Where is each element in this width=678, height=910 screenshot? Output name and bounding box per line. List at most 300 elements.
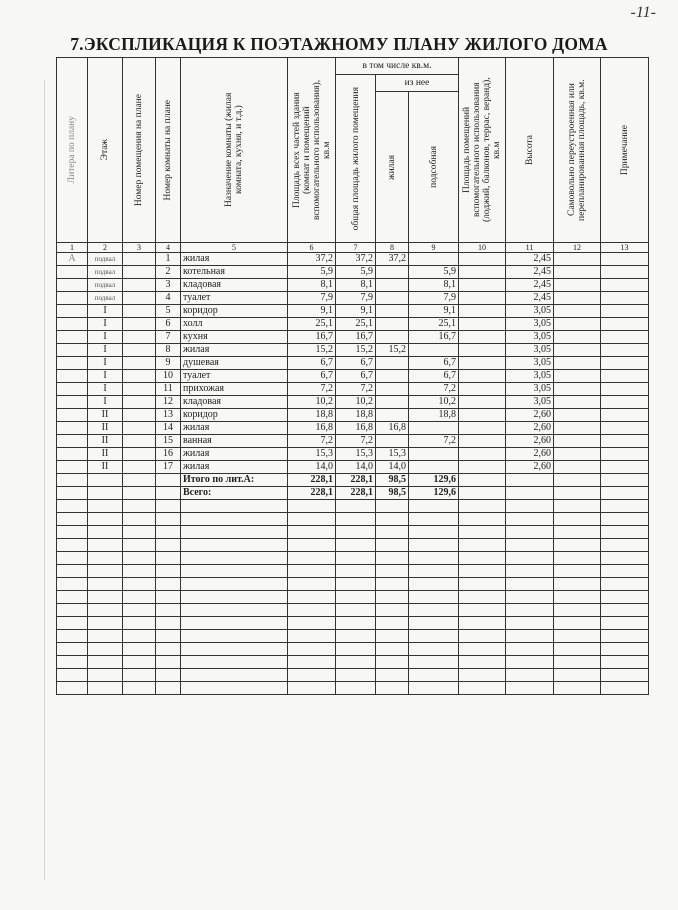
empty-cell: [376, 591, 409, 604]
empty-cell: [88, 539, 123, 552]
table-row: [57, 357, 649, 370]
cell-col-1: [57, 357, 88, 370]
cell-col-12: [554, 422, 601, 435]
header-unauthorized-area: Самовольно переустроенная или перепланированная площадь, кв.м.: [554, 58, 601, 243]
empty-cell: [57, 552, 88, 565]
cell-col-4: 15: [156, 435, 181, 448]
empty-cell: [376, 578, 409, 591]
table-row: [57, 253, 649, 266]
empty-cell: [554, 617, 601, 630]
cell-col-11: 2,60: [506, 461, 554, 474]
empty-cell: [459, 591, 506, 604]
cell-col-7: 10,2: [336, 396, 376, 409]
empty-cell: [123, 617, 156, 630]
cell-col-13: [601, 357, 649, 370]
cell-col-6: 18,8: [288, 409, 336, 422]
empty-cell: [601, 500, 649, 513]
cell-col-3: [123, 279, 156, 292]
cell-col-9: 25,1: [409, 318, 459, 331]
cell-col-4: 17: [156, 461, 181, 474]
cell-col-3: [123, 253, 156, 266]
empty-cell: [409, 656, 459, 669]
empty-row: [57, 552, 649, 565]
cell-col-4: 12: [156, 396, 181, 409]
cell-col-11: 2,60: [506, 448, 554, 461]
cell-col-2: подвал: [88, 292, 123, 305]
empty-cell: [554, 526, 601, 539]
empty-cell: [601, 682, 649, 695]
empty-cell: [601, 669, 649, 682]
cell-col-10: [459, 448, 506, 461]
cell-col-12: [554, 487, 601, 500]
empty-cell: [376, 526, 409, 539]
empty-cell: [409, 604, 459, 617]
header-height: Высота: [506, 58, 554, 243]
document-title: 7.ЭКСПЛИКАЦИЯ К ПОЭТАЖНОМУ ПЛАНУ ЖИЛОГО ДОМА: [70, 34, 608, 54]
empty-cell: [506, 630, 554, 643]
empty-cell: [288, 682, 336, 695]
cell-col-11: 2,60: [506, 409, 554, 422]
empty-cell: [554, 539, 601, 552]
cell-col-7: 16,8: [336, 422, 376, 435]
cell-col-2: I: [88, 383, 123, 396]
empty-cell: [288, 617, 336, 630]
empty-cell: [459, 604, 506, 617]
cell-col-5: жилая: [181, 253, 288, 266]
cell-col-10: [459, 383, 506, 396]
cell-col-10: [459, 487, 506, 500]
empty-cell: [459, 526, 506, 539]
cell-col-1: [57, 461, 88, 474]
empty-cell: [506, 539, 554, 552]
empty-cell: [88, 617, 123, 630]
empty-cell: [459, 539, 506, 552]
cell-col-3: [123, 422, 156, 435]
empty-cell: [336, 591, 376, 604]
empty-cell: [459, 656, 506, 669]
empty-cell: [554, 578, 601, 591]
empty-cell: [57, 526, 88, 539]
empty-cell: [336, 682, 376, 695]
empty-cell: [123, 656, 156, 669]
cell-col-3: [123, 357, 156, 370]
cell-col-5: кухня: [181, 331, 288, 344]
empty-cell: [123, 643, 156, 656]
empty-cell: [506, 565, 554, 578]
cell-col-8: [376, 370, 409, 383]
cell-col-2: [88, 474, 123, 487]
empty-cell: [601, 565, 649, 578]
empty-cell: [88, 513, 123, 526]
empty-cell: [459, 552, 506, 565]
cell-col-5: коридор: [181, 305, 288, 318]
empty-cell: [156, 565, 181, 578]
empty-cell: [57, 604, 88, 617]
cell-col-6: 7,2: [288, 383, 336, 396]
empty-cell: [57, 656, 88, 669]
empty-cell: [601, 513, 649, 526]
empty-cell: [459, 682, 506, 695]
cell-col-1: [57, 487, 88, 500]
table-row: [57, 422, 649, 435]
empty-cell: [459, 578, 506, 591]
table-row: [57, 266, 649, 279]
cell-col-7: 7,2: [336, 383, 376, 396]
empty-cell: [409, 500, 459, 513]
header-utility: подсобная: [409, 92, 459, 243]
empty-cell: [376, 500, 409, 513]
header-note: Примечание: [601, 58, 649, 243]
empty-cell: [181, 669, 288, 682]
empty-cell: [409, 539, 459, 552]
empty-cell: [506, 617, 554, 630]
cell-col-6: 6,7: [288, 357, 336, 370]
cell-col-12: [554, 461, 601, 474]
empty-cell: [288, 630, 336, 643]
cell-col-4: 7: [156, 331, 181, 344]
cell-col-13: [601, 331, 649, 344]
cell-col-1: [57, 474, 88, 487]
empty-cell: [288, 578, 336, 591]
cell-col-7: 37,2: [336, 253, 376, 266]
cell-col-7: 14,0: [336, 461, 376, 474]
cell-col-10: [459, 422, 506, 435]
cell-col-3: [123, 409, 156, 422]
cell-col-12: [554, 396, 601, 409]
cell-col-3: [123, 383, 156, 396]
cell-col-13: [601, 279, 649, 292]
cell-col-2: II: [88, 448, 123, 461]
cell-col-6: 16,7: [288, 331, 336, 344]
cell-col-10: [459, 370, 506, 383]
cell-col-11: [506, 487, 554, 500]
cell-col-7: 6,7: [336, 357, 376, 370]
cell-col-10: [459, 318, 506, 331]
empty-cell: [554, 656, 601, 669]
cell-col-2: II: [88, 435, 123, 448]
cell-col-1: [57, 344, 88, 357]
empty-cell: [123, 578, 156, 591]
column-number: 10: [459, 243, 506, 253]
header-floor: Этаж: [88, 58, 123, 243]
cell-col-3: [123, 370, 156, 383]
cell-col-8: 98,5: [376, 474, 409, 487]
empty-cell: [601, 552, 649, 565]
empty-cell: [376, 539, 409, 552]
empty-cell: [181, 539, 288, 552]
cell-col-7: 18,8: [336, 409, 376, 422]
cell-col-2: I: [88, 396, 123, 409]
empty-cell: [123, 539, 156, 552]
cell-col-1: [57, 409, 88, 422]
cell-col-11: 3,05: [506, 344, 554, 357]
cell-col-7: 9,1: [336, 305, 376, 318]
table-row: [57, 448, 649, 461]
cell-col-8: [376, 435, 409, 448]
cell-col-10: [459, 474, 506, 487]
empty-cell: [336, 656, 376, 669]
cell-col-2: I: [88, 305, 123, 318]
cell-col-2: II: [88, 422, 123, 435]
empty-cell: [181, 630, 288, 643]
empty-cell: [601, 578, 649, 591]
cell-col-10: [459, 435, 506, 448]
cell-col-8: 37,2: [376, 253, 409, 266]
empty-cell: [554, 513, 601, 526]
header-liter: Литера по плану: [57, 58, 88, 243]
empty-cell: [409, 643, 459, 656]
header-room-number: Номер комнаты на плане: [156, 58, 181, 243]
cell-col-12: [554, 279, 601, 292]
table-row: [57, 396, 649, 409]
empty-cell: [123, 604, 156, 617]
cell-col-6: 16,8: [288, 422, 336, 435]
empty-cell: [88, 500, 123, 513]
cell-col-9: 9,1: [409, 305, 459, 318]
cell-col-4: 6: [156, 318, 181, 331]
cell-col-12: [554, 292, 601, 305]
cell-col-10: [459, 253, 506, 266]
empty-cell: [554, 552, 601, 565]
cell-col-1: [57, 370, 88, 383]
empty-cell: [88, 656, 123, 669]
cell-col-3: [123, 435, 156, 448]
cell-col-13: [601, 266, 649, 279]
cell-col-2: подвал: [88, 266, 123, 279]
cell-col-5: жилая: [181, 422, 288, 435]
empty-cell: [336, 617, 376, 630]
cell-col-2: II: [88, 461, 123, 474]
table-row: [57, 344, 649, 357]
column-number: 13: [601, 243, 649, 253]
cell-col-9: [409, 344, 459, 357]
cell-col-7: 228,1: [336, 474, 376, 487]
column-number: 7: [336, 243, 376, 253]
cell-col-8: 16,8: [376, 422, 409, 435]
cell-col-9: [409, 448, 459, 461]
empty-cell: [123, 513, 156, 526]
cell-col-8: [376, 292, 409, 305]
cell-col-11: 2,45: [506, 266, 554, 279]
empty-cell: [554, 591, 601, 604]
empty-cell: [459, 513, 506, 526]
column-number-row: [57, 243, 649, 253]
empty-cell: [376, 513, 409, 526]
cell-col-7: 5,9: [336, 266, 376, 279]
empty-cell: [288, 552, 336, 565]
column-number: 6: [288, 243, 336, 253]
cell-col-6: 6,7: [288, 370, 336, 383]
empty-cell: [601, 539, 649, 552]
cell-col-13: [601, 253, 649, 266]
cell-col-12: [554, 253, 601, 266]
empty-cell: [376, 552, 409, 565]
cell-col-11: 2,45: [506, 279, 554, 292]
empty-cell: [123, 669, 156, 682]
empty-cell: [601, 643, 649, 656]
empty-row: [57, 526, 649, 539]
cell-col-5: прихожая: [181, 383, 288, 396]
cell-col-5: душевая: [181, 357, 288, 370]
cell-col-11: 3,05: [506, 318, 554, 331]
empty-cell: [57, 682, 88, 695]
cell-col-6: 37,2: [288, 253, 336, 266]
cell-col-7: 15,3: [336, 448, 376, 461]
column-number: 12: [554, 243, 601, 253]
empty-cell: [288, 591, 336, 604]
cell-col-6: 10,2: [288, 396, 336, 409]
empty-cell: [57, 643, 88, 656]
empty-cell: [57, 500, 88, 513]
empty-cell: [57, 591, 88, 604]
empty-cell: [156, 591, 181, 604]
empty-cell: [601, 630, 649, 643]
empty-cell: [181, 643, 288, 656]
cell-col-8: [376, 318, 409, 331]
empty-cell: [88, 682, 123, 695]
cell-col-2: I: [88, 318, 123, 331]
empty-cell: [459, 500, 506, 513]
cell-col-2: I: [88, 344, 123, 357]
cell-col-4: [156, 487, 181, 500]
empty-cell: [57, 539, 88, 552]
table-row: [57, 279, 649, 292]
cell-col-9: 6,7: [409, 370, 459, 383]
cell-col-13: [601, 422, 649, 435]
cell-col-13: [601, 344, 649, 357]
cell-col-5: жилая: [181, 344, 288, 357]
empty-cell: [459, 643, 506, 656]
cell-col-13: [601, 370, 649, 383]
cell-col-11: 3,05: [506, 331, 554, 344]
empty-cell: [156, 578, 181, 591]
cell-col-13: [601, 396, 649, 409]
cell-col-11: 3,05: [506, 383, 554, 396]
empty-cell: [506, 604, 554, 617]
empty-cell: [506, 656, 554, 669]
cell-col-13: [601, 487, 649, 500]
cell-col-8: [376, 357, 409, 370]
cell-col-3: [123, 292, 156, 305]
cell-col-11: [506, 474, 554, 487]
empty-cell: [376, 617, 409, 630]
column-number: 1: [57, 243, 88, 253]
cell-col-7: 6,7: [336, 370, 376, 383]
cell-col-12: [554, 448, 601, 461]
empty-cell: [288, 500, 336, 513]
empty-cell: [88, 643, 123, 656]
table-row: [57, 331, 649, 344]
empty-cell: [181, 656, 288, 669]
empty-cell: [156, 656, 181, 669]
empty-cell: [57, 617, 88, 630]
cell-col-9: 18,8: [409, 409, 459, 422]
cell-col-2: I: [88, 370, 123, 383]
cell-col-10: [459, 266, 506, 279]
empty-cell: [459, 565, 506, 578]
cell-col-3: [123, 318, 156, 331]
cell-col-4: 1: [156, 253, 181, 266]
cell-col-7: 7,9: [336, 292, 376, 305]
empty-cell: [459, 630, 506, 643]
cell-col-8: [376, 409, 409, 422]
table-row: [57, 461, 649, 474]
cell-col-10: [459, 331, 506, 344]
cell-col-4: 10: [156, 370, 181, 383]
empty-cell: [409, 630, 459, 643]
empty-cell: [123, 591, 156, 604]
cell-col-8: 98,5: [376, 487, 409, 500]
empty-cell: [336, 526, 376, 539]
cell-col-8: 15,2: [376, 344, 409, 357]
cell-col-11: 2,60: [506, 422, 554, 435]
total-row: [57, 487, 649, 500]
empty-cell: [409, 591, 459, 604]
cell-col-6: 5,9: [288, 266, 336, 279]
cell-col-5: жилая: [181, 448, 288, 461]
cell-col-5: Всего:: [181, 487, 288, 500]
cell-col-9: 129,6: [409, 474, 459, 487]
cell-col-9: 16,7: [409, 331, 459, 344]
empty-row: [57, 539, 649, 552]
cell-col-1: [57, 305, 88, 318]
empty-cell: [376, 604, 409, 617]
cell-col-7: 8,1: [336, 279, 376, 292]
cell-col-4: 9: [156, 357, 181, 370]
cell-col-3: [123, 487, 156, 500]
cell-col-9: 129,6: [409, 487, 459, 500]
cell-col-11: 2,60: [506, 435, 554, 448]
empty-cell: [376, 565, 409, 578]
cell-col-6: 8,1: [288, 279, 336, 292]
empty-cell: [506, 591, 554, 604]
cell-col-12: [554, 357, 601, 370]
cell-col-5: ванная: [181, 435, 288, 448]
cell-col-5: коридор: [181, 409, 288, 422]
empty-cell: [123, 526, 156, 539]
cell-col-12: [554, 474, 601, 487]
empty-cell: [181, 682, 288, 695]
table-row: [57, 435, 649, 448]
cell-col-1: [57, 396, 88, 409]
empty-cell: [506, 513, 554, 526]
cell-col-1: [57, 279, 88, 292]
empty-cell: [181, 552, 288, 565]
table-row: [57, 318, 649, 331]
cell-col-8: 14,0: [376, 461, 409, 474]
cell-col-1: А: [57, 253, 88, 266]
cell-col-9: [409, 422, 459, 435]
column-number: 11: [506, 243, 554, 253]
cell-col-3: [123, 448, 156, 461]
empty-cell: [288, 539, 336, 552]
cell-col-2: I: [88, 357, 123, 370]
empty-cell: [88, 591, 123, 604]
table-row: [57, 409, 649, 422]
empty-cell: [57, 630, 88, 643]
empty-row: [57, 656, 649, 669]
cell-col-2: II: [88, 409, 123, 422]
empty-cell: [156, 669, 181, 682]
cell-col-3: [123, 344, 156, 357]
cell-col-6: 15,3: [288, 448, 336, 461]
cell-col-12: [554, 266, 601, 279]
empty-cell: [601, 604, 649, 617]
empty-cell: [181, 565, 288, 578]
empty-cell: [554, 630, 601, 643]
cell-col-6: 9,1: [288, 305, 336, 318]
empty-row: [57, 591, 649, 604]
